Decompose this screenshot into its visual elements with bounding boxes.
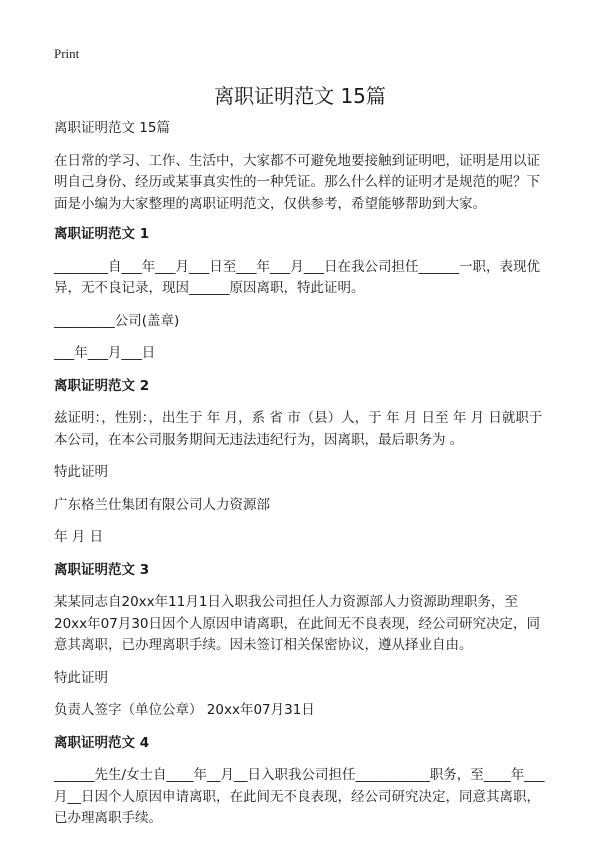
section-paragraph: 负责人签字（单位公章） 20xx年07月31日 bbox=[54, 702, 315, 718]
section-paragraph: 特此证明 bbox=[54, 669, 108, 686]
section-paragraph: ______先生/女士自____年__月__日入职我公司担任___________职务，至____年___月__日因个人原因申请离职，在此间无不良表现，经公司研究决定，同意其离职，已办理离职手续。 bbox=[54, 767, 545, 826]
print-link[interactable]: Print bbox=[54, 46, 80, 61]
section-heading: 离职证明范文 1 bbox=[54, 226, 150, 242]
section-paragraph: 特此证明 bbox=[54, 464, 108, 480]
section-paragraph: 广东格兰仕集团有限公司人力资源部 bbox=[54, 496, 270, 513]
section-paragraph: ___年___月___日 bbox=[54, 345, 156, 361]
section-paragraph: 年 月 日 bbox=[54, 529, 104, 545]
section-heading: 离职证明范文 4 bbox=[54, 734, 150, 751]
intro-paragraph: 在日常的学习、工作、生活中，大家都不可避免地要接触到证明吧，证明是用以证明自己身份、经历或某事真实性的一种凭证。那么什么样的证明才是规范的呢？下面是小编为大家整理的离职证明范文，仅供参考，希望能够帮助到大家。 bbox=[54, 152, 540, 212]
page-title: 离职证明范文 15篇 bbox=[214, 84, 386, 108]
section-heading: 离职证明范文 2 bbox=[54, 377, 150, 394]
section-heading: 离职证明范文 3 bbox=[54, 561, 150, 578]
section-paragraph: 兹证明：，性别：，出生于 年 月，系 省 市（县）人，于 年 月 日至 年 月 日就职于本公司，在本公司服务期间无违法违纪行为，因离职，最后职务为 。 bbox=[54, 410, 543, 448]
document-subtitle: 离职证明范文 15篇 bbox=[54, 120, 170, 136]
document-body bbox=[54, 118, 550, 841]
section-paragraph: _________公司(盖章) bbox=[54, 312, 180, 329]
section-paragraph: 某某同志自20xx年11月1日入职我公司担任人力资源部人力资源助理职务，至20xx年07月30日因个人原因申请离职，在此间无不良表现，经公司研究决定，同意其离职，已办理离职手续。因未签订相关保密协议，遵从择业自由。 bbox=[54, 594, 541, 653]
section-paragraph: ________自___年___月___日至___年___月___日在我公司担任______一职，表现优异，无不良记录，现因______原因离职，特此证明。 bbox=[54, 258, 540, 296]
